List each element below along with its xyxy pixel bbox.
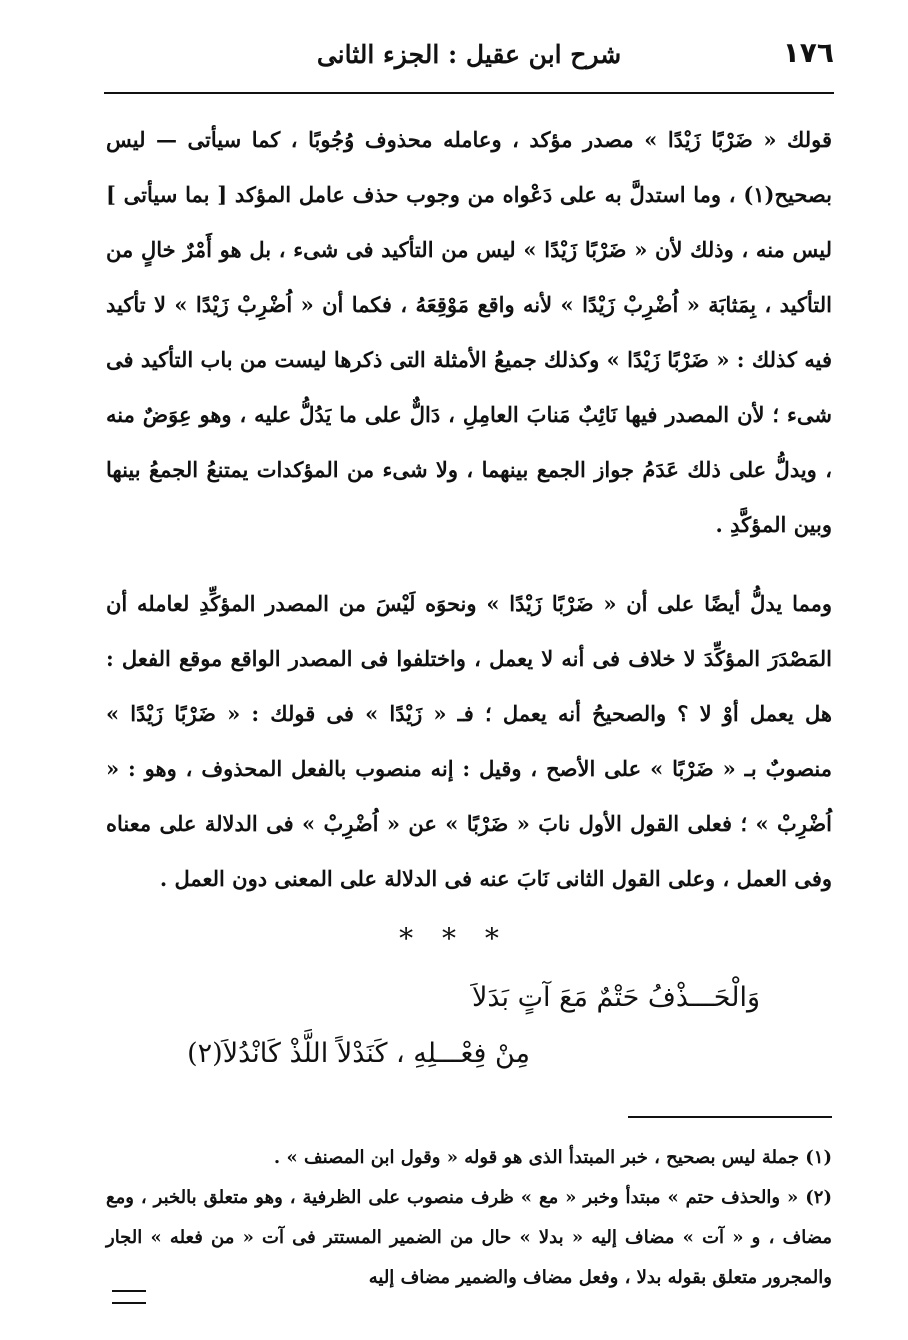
paragraph-2: ومما يدلُّ أيضًا على أن « ضَرْبًا زَيْدًا » ونحوَه لَيْسَ من المصدر المؤكِّدِ لعامله أن المَصْدَرَ المؤكِّدَ لا خلاف فى أنه لا يعمل ، واختلفوا فى المصدر الواقع موقع الفعل : هل يعمل أوْ لا ؟ والصحيحُ أنه يعمل ؛ فـ « زَيْدًا » فى قولك : « ضَرْبًا زَيْدًا » منصوبٌ بـ « ضَرْبًا » على الأصح ، وقيل : إنه منصوب بالفعل المحذوف ، وهو : « اُضْرِبْ » ؛ فعلى القول الأول نابَ « ضَرْبًا » عن « اُضْرِبْ » فى الدلالة على معناه وفى العمل ، وعلى القول الثانى نَابَ عنه فى الدلالة على المعنى دون العمل . [106, 591, 832, 891]
header-rule [104, 92, 834, 94]
continuation-mark [112, 1290, 146, 1304]
footnote-2: (٢) « والحذف حتم » مبتدأ وخبر « مع » ظرف منصوب على الظرفية ، وهو متعلق بالخبر ، ومع مضاف ، و « آت » مضاف إليه « بدلا » حال من الضمير المستتر فى آت « من فعله » الجار والمجرور متعلق بقوله بدلا ، وفعل مضاف والضمير مضاف إليه [106, 1187, 832, 1288]
section-separator: * * * [399, 922, 509, 955]
main-text [106, 112, 832, 930]
footnote-rule [628, 1116, 832, 1118]
footnote-1: (١) جملة ليس بصحيح ، خبر المبتدأ الذى هو قوله « وقول ابن المصنف » . [273, 1147, 832, 1168]
footnotes [106, 1138, 832, 1298]
verse-hemistich-2: مِنْ فِعْـــلِهِ ، كَنَدْلاً اللَّذْ كَانْدُلاَ(٢) [187, 1038, 530, 1069]
running-head: شرح ابن عقيل : الجزء الثانى [316, 40, 622, 69]
paragraph-1: قولك « ضَرْبًا زَيْدًا » مصدر مؤكد ، وعامله محذوف وُجُوبًا ، كما سيأتى — ليس بصحيح(١) ، وما استدلَّ به على دَعْواه من وجوب حذف عامل المؤكد [ بما سيأتى ] ليس منه ، وذلك لأن « ضَرْبًا زَيْدًا » ليس من التأكيد فى شىء ، بل هو أَمْرٌ خالٍ من التأكيد ، بِمَثابَة « اُضْرِبْ زَيْدًا » لأنه واقع مَوْقِعَهُ ، فكما أن « اُضْرِبْ زَيْدًا » لا تأكيد فيه كذلك : « ضَرْبًا زَيْدًا » وكذلك جميعُ الأمثلة التى ذكرها ليست من باب التأكيد فى شىء ؛ لأن المصدر فيها نَائِبٌ مَنابَ العامِلِ ، دَالٌّ على ما يَدُلُّ عليه ، وهو عِوَضٌ منه ، ويدلُّ على ذلك عَدَمُ جواز الجمع بينهما ، ولا شىء من المؤكدات يمتنعُ الجمعُ بينها وبين المؤكَّدِ . [106, 127, 832, 537]
page-number: ١٧٦ [782, 36, 834, 69]
page-header [104, 28, 834, 90]
verse-hemistich-1: وَالْحَـــذْفُ حَتْمٌ مَعَ آتٍ بَدَلاَ [471, 982, 760, 1013]
